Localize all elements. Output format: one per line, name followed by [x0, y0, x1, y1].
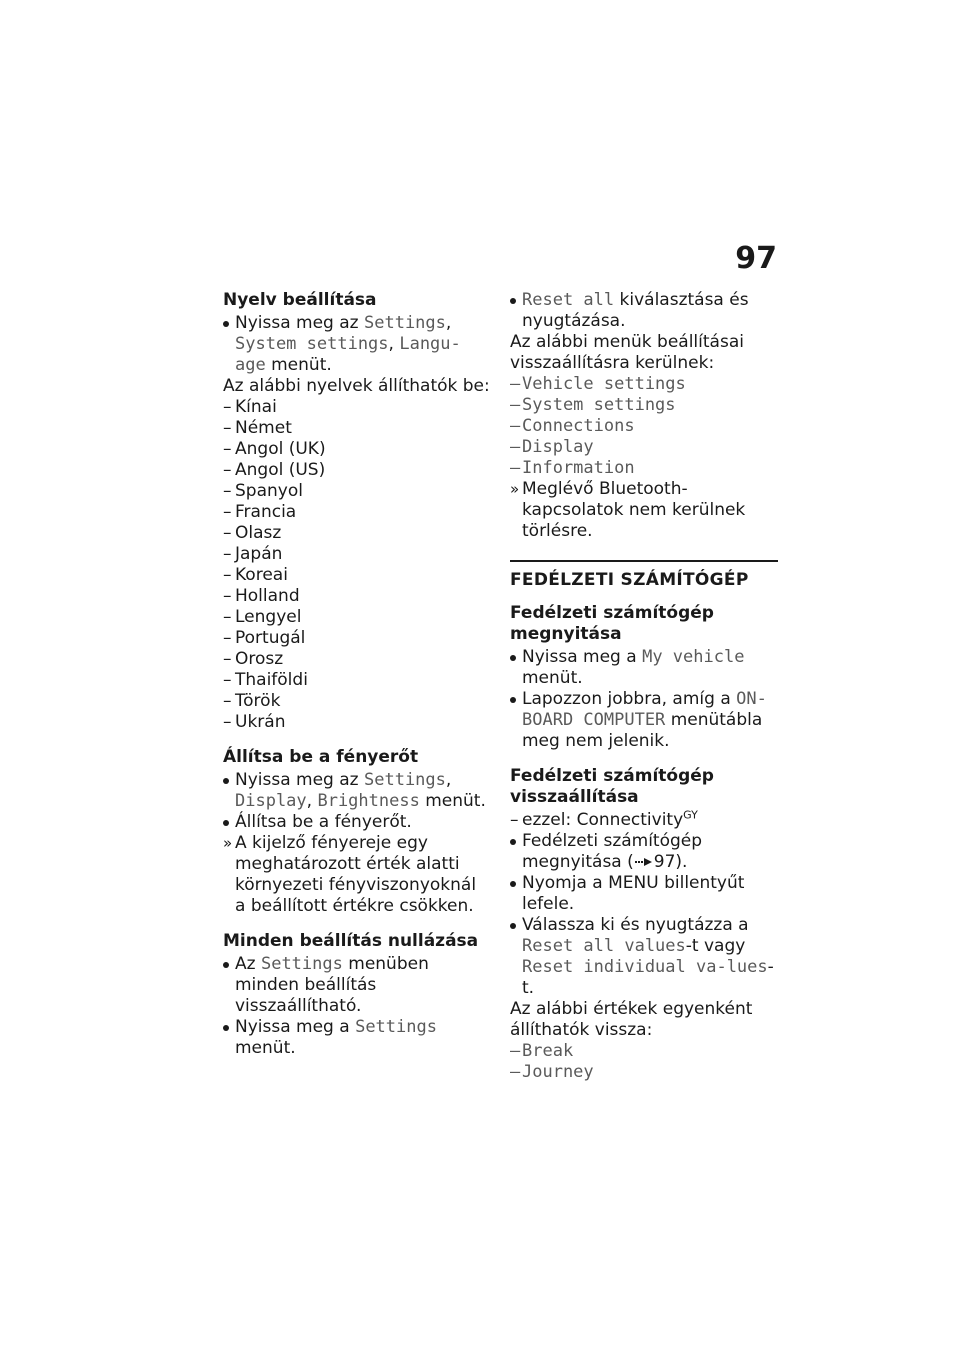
list-item: – Török — [223, 691, 491, 712]
menu-path: Settings — [364, 313, 446, 333]
list-item: – Holland — [223, 586, 491, 607]
reset-steps — [223, 954, 491, 1059]
menu-path: Reset individual va-lues — [522, 957, 768, 977]
menu-path: Settings — [355, 1017, 437, 1037]
list-item: Nyissa meg az Settings, System settings, Langu-age menüt. — [223, 313, 491, 376]
reset-menu-list — [510, 374, 778, 479]
list-item: Nyissa meg a My vehicle menüt. — [510, 647, 778, 689]
reset-heading: Minden beállítás nullázása — [223, 931, 479, 951]
menu-path: Settings — [260, 954, 343, 974]
section-title: FEDÉLZETI SZÁMÍTÓGÉP — [510, 570, 749, 590]
list-item: – Display — [510, 437, 778, 458]
list-item: Fedélzeti számítógép megnyitása ( 97). — [510, 831, 778, 873]
list-item: Az Settings menüben minden beállítás visszaállítható. — [223, 954, 491, 1017]
restore-intro: Az alábbi értékek egyenként állíthatók vissza: — [510, 999, 753, 1040]
list-item: – Connections — [510, 416, 778, 437]
list-item: – Koreai — [223, 565, 491, 586]
open-computer-steps — [510, 647, 778, 752]
list-item: – ezzel: Connectivity$^{GY}$ — [510, 810, 778, 831]
reset-intro: Az alábbi menük beállításai visszaállításra kerülnek: — [510, 332, 744, 373]
restore-values-list — [510, 1041, 778, 1083]
country-superscript: GY — [683, 808, 698, 822]
restore-condition — [510, 810, 778, 831]
menu-path: Reset all values — [522, 936, 686, 956]
list-item: – Journey — [510, 1062, 778, 1083]
reset-result — [510, 479, 778, 542]
brightness-result — [223, 833, 491, 917]
list-item: – Thaiföldi — [223, 670, 491, 691]
language-intro: Az alábbi nyelvek állíthatók be: — [223, 376, 490, 396]
language-list — [223, 397, 491, 733]
list-item: – Ukrán — [223, 712, 491, 733]
brightness-steps — [223, 770, 491, 833]
list-item: Nyissa meg a Settings menüt. — [223, 1017, 491, 1059]
language-heading: Nyelv beállítása — [223, 290, 377, 310]
page-reference-arrow-icon — [634, 857, 654, 867]
list-item: – Kínai — [223, 397, 491, 418]
language-steps — [223, 313, 491, 376]
restore-steps — [510, 831, 778, 999]
menu-path: Reset all — [522, 290, 615, 310]
list-item: Állítsa be a fényerőt. — [223, 812, 491, 833]
left-column — [223, 290, 491, 1059]
brightness-heading: Állítsa be a fényerőt — [223, 747, 419, 767]
menu-path: System settings — [235, 334, 389, 354]
list-item: Reset all kiválasztása és nyugtázása. — [510, 290, 778, 332]
menu-path: My vehicle — [642, 647, 745, 667]
menu-path: Settings — [364, 770, 446, 790]
section-divider — [510, 560, 778, 562]
reset-steps-continued — [510, 290, 778, 332]
list-item: – Spanyol — [223, 481, 491, 502]
page-number: 97 — [735, 241, 777, 276]
list-item: Lapozzon jobbra, amíg a ON-BOARD COMPUTER menütábla meg nem jelenik. — [510, 689, 778, 752]
list-item: – Angol (US) — [223, 460, 491, 481]
page-reference[interactable]: 97 — [653, 852, 676, 872]
menu-path: Display — [235, 791, 307, 811]
list-item: Válassza ki és nyugtázza a Reset all values-t vagy Reset individual va-lues-t. — [510, 915, 778, 999]
result-item: » Meglévő Bluetooth-kapcsolatok nem kerülnek törlésre. — [510, 479, 778, 542]
menu-path: ON-BOARD COMPUTER — [522, 689, 767, 730]
list-item: Nyomja a MENU billentyűt lefele. — [510, 873, 778, 915]
open-computer-heading: Fedélzeti számítógép megnyitása — [510, 603, 714, 644]
list-item: – Information — [510, 458, 778, 479]
menu-path: Brightness — [317, 791, 420, 811]
list-item: – Portugál — [223, 628, 491, 649]
list-item: – Angol (UK) — [223, 439, 491, 460]
restore-computer-heading: Fedélzeti számítógép visszaállítása — [510, 766, 714, 807]
list-item: – System settings — [510, 395, 778, 416]
list-item: Nyissa meg az Settings, Display, Brightness menüt. — [223, 770, 491, 812]
list-item: – Vehicle settings — [510, 374, 778, 395]
list-item: – Japán — [223, 544, 491, 565]
menu-path: Langu-age — [235, 334, 461, 375]
list-item: – Break — [510, 1041, 778, 1062]
list-item: – Francia — [223, 502, 491, 523]
list-item: – Német — [223, 418, 491, 439]
right-column — [510, 290, 778, 1083]
list-item: – Lengyel — [223, 607, 491, 628]
list-item: – Orosz — [223, 649, 491, 670]
list-item: – Olasz — [223, 523, 491, 544]
result-item: » A kijelző fényereje egy meghatározott érték alatti környezeti fényviszonyoknál a beállított értékre csökken. — [223, 833, 491, 917]
